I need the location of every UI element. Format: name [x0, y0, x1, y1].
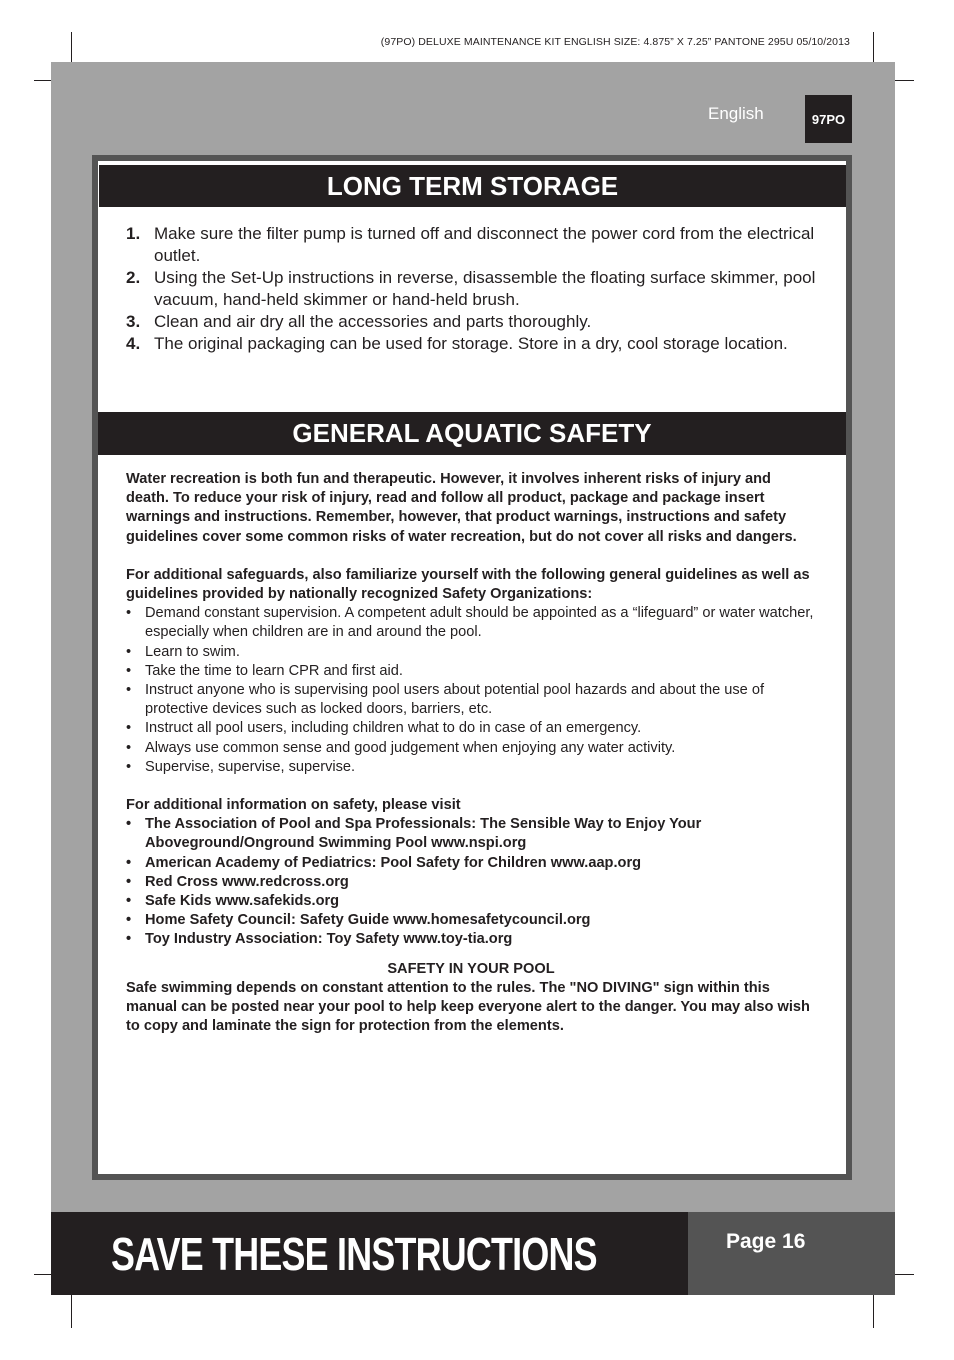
section-title-storage: LONG TERM STORAGE — [99, 165, 846, 207]
resource-text: The Association of Pool and Spa Professionals: The Sensible Way to Enjoy Your Aboveground/Onground Swimming Pool www.nspi.org — [145, 816, 702, 852]
list-item — [126, 267, 826, 311]
resource-text: Toy Industry Association: Toy Safety www.toy-tia.org — [145, 931, 513, 948]
page-number: Page 16 — [726, 1230, 806, 1253]
list-item: • Take the time to learn CPR and first aid. — [126, 662, 816, 681]
resource-text: Red Cross www.redcross.org — [145, 873, 349, 890]
print-spec-line: (97PO) DELUXE MAINTENANCE KIT ENGLISH SIZE: 4.875” X 7.25” PANTONE 295U 05/10/2013 — [380, 36, 850, 48]
list-item — [126, 223, 826, 267]
list-item: • Home Safety Council: Safety Guide www.homesafetycouncil.org — [126, 911, 816, 930]
guidelines-list — [126, 604, 816, 777]
list-item: • Instruct all pool users, including children what to do in case of an emergency. — [126, 719, 816, 738]
step-text: Using the Set-Up instructions in reverse, disassemble the floating surface skimmer, pool vacuum, hand-held skimmer or hand-held brush. — [154, 268, 816, 309]
step-number: 4. — [126, 334, 141, 353]
footer-title: SAVE THESE INSTRUCTIONS — [111, 1227, 597, 1280]
list-item: • Always use common sense and good judgement when enjoying any water activity. — [126, 739, 816, 758]
info-intro: For additional information on safety, please visit — [126, 797, 461, 814]
guideline-text: Learn to swim. — [145, 643, 240, 660]
list-item: • Instruct anyone who is supervising pool users about potential pool hazards and about the use of protective devices such as locked doors, barriers, etc. — [126, 681, 816, 719]
resources-list — [126, 815, 816, 949]
page-number-box — [688, 1212, 895, 1295]
step-number: 2. — [126, 268, 141, 287]
step-number: 3. — [126, 312, 141, 331]
list-item: • American Academy of Pediatrics: Pool Safety for Children www.aap.org — [126, 854, 816, 873]
guideline-text: Always use common sense and good judgement when enjoying any water activity. — [145, 739, 676, 756]
list-item: • The Association of Pool and Spa Professionals: The Sensible Way to Enjoy Your Aboveground/Onground Swimming Pool www.nspi.org — [126, 815, 816, 853]
guideline-text: Instruct anyone who is supervising pool users about potential pool hazards and about the use of protective devices such as locked doors, barriers, etc. — [145, 682, 765, 718]
list-item: • Toy Industry Association: Toy Safety www.toy-tia.org — [126, 930, 816, 949]
list-item — [126, 333, 826, 355]
guideline-text: Take the time to learn CPR and first aid. — [145, 662, 403, 679]
pool-safety-text: Safe swimming depends on constant attention to the rules. The "NO DIVING" sign within this manual can be posted near your pool to help keep everyone alert to the danger. You may also wish to copy and laminate the sign for protection from the elements. — [126, 979, 810, 1035]
list-item: • Supervise, supervise, supervise. — [126, 758, 816, 777]
safety-intro: Water recreation is both fun and therapeutic. However, it involves inherent risks of injury and death. To reduce your risk of injury, read and follow all product, package and package insert warnings and instructions. Remember, however, that product warnings, instructions and safety guidelines cover some common risks of water recreation, but do not cover all risks and dangers. — [126, 471, 797, 545]
step-text: The original packaging can be used for storage. Store in a dry, cool storage location. — [154, 334, 788, 353]
step-number: 1. — [126, 224, 141, 243]
list-item: • Red Cross www.redcross.org — [126, 873, 816, 892]
list-item: • Learn to swim. — [126, 643, 816, 662]
content-panel — [92, 155, 852, 1180]
guideline-text: Demand constant supervision. A competent adult should be appointed as a “lifeguard” or water watcher, especially when children are in and around the pool. — [145, 605, 814, 641]
section-title-safety: GENERAL AQUATIC SAFETY — [98, 412, 846, 455]
list-item: • Demand constant supervision. A competent adult should be appointed as a “lifeguard” or water watcher, especially when children are in and around the pool. — [126, 604, 816, 642]
step-text: Make sure the filter pump is turned off and disconnect the power cord from the electrical outlet. — [154, 224, 815, 265]
language-label: English — [708, 104, 764, 123]
storage-steps — [126, 223, 826, 355]
model-code-badge: 97PO — [805, 95, 852, 143]
pool-safety-title: SAFETY IN YOUR POOL — [387, 960, 555, 977]
guideline-text: Supervise, supervise, supervise. — [145, 758, 356, 775]
safety-body — [126, 470, 816, 1036]
step-text: Clean and air dry all the accessories and parts thoroughly. — [154, 312, 592, 331]
list-item: • Safe Kids www.safekids.org — [126, 892, 816, 911]
resource-text: Safe Kids www.safekids.org — [145, 893, 340, 910]
guidelines-intro: For additional safeguards, also familiarize yourself with the following general guidelines as well as guidelines provided by nationally recognized Safety Organizations: — [126, 566, 810, 603]
resource-text: American Academy of Pediatrics: Pool Safety for Children www.aap.org — [145, 854, 642, 871]
list-item — [126, 311, 826, 333]
resource-text: Home Safety Council: Safety Guide www.homesafetycouncil.org — [145, 912, 591, 929]
guideline-text: Instruct all pool users, including children what to do in case of an emergency. — [145, 720, 642, 737]
footer-bar — [51, 1212, 688, 1295]
